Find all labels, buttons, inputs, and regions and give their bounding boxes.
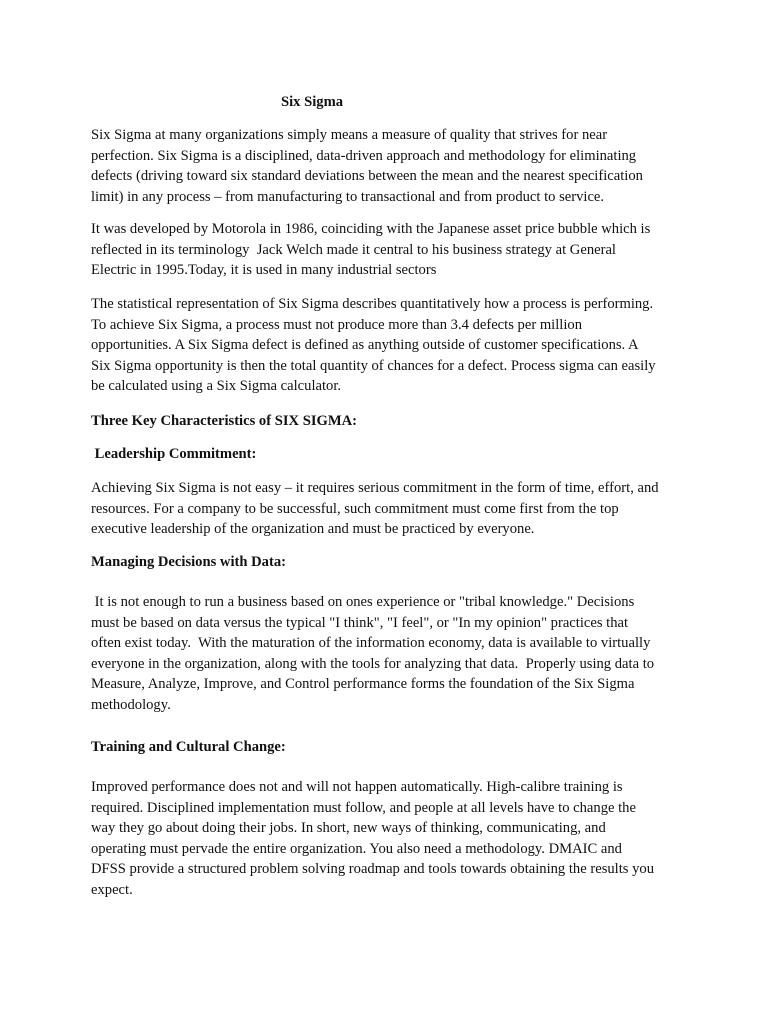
statistics-paragraph: The statistical representation of Six Sigma describes quantitatively how a process is performing. To achieve Six Sigma, a process must not produce more than 3.4 defects per million opportunities. A Six Sigma defect is defined as anything outside of customer specifications. A Six Sigma opportunity is then the total quantity of chances for a defect. Process sigma can easily be calculated using a Six Sigma calculator.	[91, 296, 656, 395]
leadership-paragraph: Achieving Six Sigma is not easy – it requires serious commitment in the form of time, effort, and resources. For a company to be successful, such commitment must come first from the top executive leadership of the organization and must be practiced by everyone.	[91, 480, 659, 538]
training-paragraph: Improved performance does not and will not happen automatically. High-calibre training is required. Disciplined implementation must follow, and people at all levels have to change the way they go about doing their jobs. In short, new ways of thinking, communicating, and operating must pervade the entire organization. You also need a methodology. DMAIC and DFSS provide a structured problem solving roadmap and tools towards obtaining the results you expect.	[91, 779, 654, 898]
key-characteristics-heading: Three Key Characteristics of SIX SIGMA:	[91, 413, 358, 429]
data-decisions-heading: Managing Decisions with Data:	[91, 554, 286, 570]
leadership-heading: Leadership Commitment:	[91, 446, 257, 462]
training-heading: Training and Cultural Change:	[91, 739, 286, 755]
data-decisions-paragraph: It is not enough to run a business based on ones experience or "tribal knowledge." Decisions must be based on data versus the typical "I think", "I feel", or "In my opinion" practices that often exist today. With the maturation of the information economy, data is available to virtually everyone in the organization, along with the tools for analyzing that data. Properly using data to Measure, Analyze, Improve, and Control performance forms the foundation of the Six Sigma methodology.	[91, 594, 655, 713]
history-paragraph: It was developed by Motorola in 1986, coinciding with the Japanese asset price bubble which is reflected in its terminology Jack Welch made it central to his business strategy at General Electric in 1995.Today, it is used in many industrial sectors	[91, 221, 651, 279]
page-title: Six Sigma	[281, 94, 344, 110]
intro-paragraph: Six Sigma at many organizations simply means a measure of quality that strives for near perfection. Six Sigma is a disciplined, data-driven approach and methodology for eliminating defects (driving toward six standard deviations between the mean and the nearest specification limit) in any process – from manufacturing to transactional and from product to service.	[91, 127, 643, 205]
